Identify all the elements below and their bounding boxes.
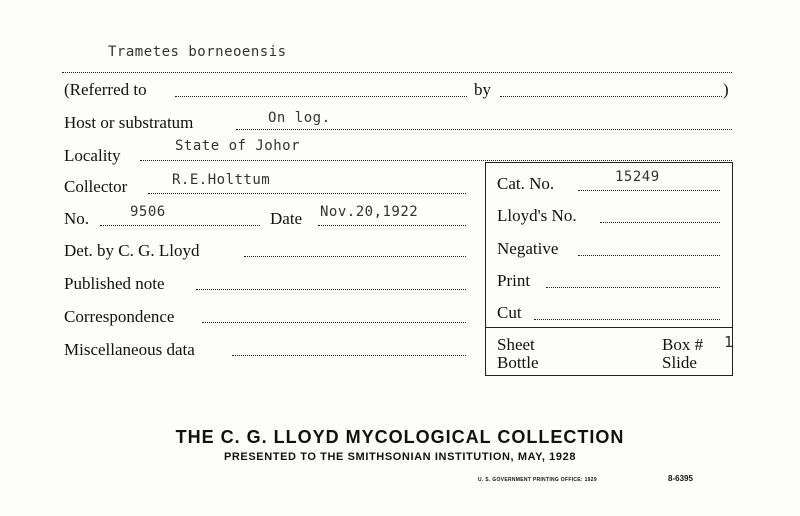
species-line: [62, 72, 732, 73]
by-field[interactable]: [500, 96, 722, 97]
collector-line: [148, 193, 466, 194]
slide-label: Slide: [662, 353, 697, 372]
sheet-label: Sheet: [497, 335, 535, 354]
negative-field[interactable]: [578, 255, 720, 256]
cat-no-line: [578, 190, 720, 191]
lloyds-no-field[interactable]: [600, 222, 720, 223]
correspondence-label: Correspondence: [64, 307, 175, 326]
date-label: Date: [270, 209, 303, 228]
catalog-box-divider: [485, 327, 733, 328]
by-close-paren: ): [723, 80, 729, 99]
box-number-label: Box #: [662, 335, 704, 354]
number-line: [100, 225, 260, 226]
print-office-note: U. S. GOVERNMENT PRINTING OFFICE: 1929: [478, 477, 597, 483]
collection-title: THE C. G. LLOYD MYCOLOGICAL COLLECTION: [175, 427, 625, 447]
cat-no-label: Cat. No.: [497, 174, 555, 193]
negative-label: Negative: [497, 239, 559, 258]
cut-field[interactable]: [534, 319, 720, 320]
box-number-value[interactable]: 1: [724, 333, 734, 351]
cat-no-value[interactable]: 15249: [615, 169, 660, 185]
lloyds-no-label: Lloyd's No.: [497, 206, 577, 225]
bottle-label: Bottle: [497, 353, 539, 372]
referred-to-field[interactable]: [175, 96, 467, 97]
print-label: Print: [497, 271, 531, 290]
host-label: Host or substratum: [64, 113, 194, 132]
misc-label: Miscellaneous data: [64, 340, 195, 359]
collector-label: Collector: [64, 177, 128, 196]
collector-value[interactable]: R.E.Holttum: [172, 172, 271, 188]
det-field[interactable]: [244, 256, 466, 257]
collection-subtitle: PRESENTED TO THE SMITHSONIAN INSTITUTION, MAY, 1928: [223, 451, 577, 463]
published-label: Published note: [64, 274, 165, 293]
date-line: [318, 225, 466, 226]
locality-label: Locality: [64, 146, 121, 165]
det-label: Det. by C. G. Lloyd: [64, 241, 200, 260]
date-value[interactable]: Nov.20,1922: [320, 204, 419, 220]
host-line: [236, 129, 732, 130]
number-value[interactable]: 9506: [130, 204, 166, 220]
misc-field[interactable]: [232, 355, 466, 356]
by-label: by: [474, 80, 491, 99]
number-label: No.: [64, 209, 90, 228]
cut-label: Cut: [497, 303, 522, 322]
species-name: Trametes borneoensis: [108, 44, 287, 60]
host-value[interactable]: On log.: [268, 110, 331, 126]
locality-line: [140, 160, 732, 161]
print-field[interactable]: [546, 287, 720, 288]
published-field[interactable]: [196, 289, 466, 290]
referred-to-label: (Referred to: [64, 80, 147, 99]
locality-value[interactable]: State of Johor: [175, 138, 301, 154]
correspondence-field[interactable]: [202, 322, 466, 323]
form-number: 8-6395: [668, 474, 693, 483]
